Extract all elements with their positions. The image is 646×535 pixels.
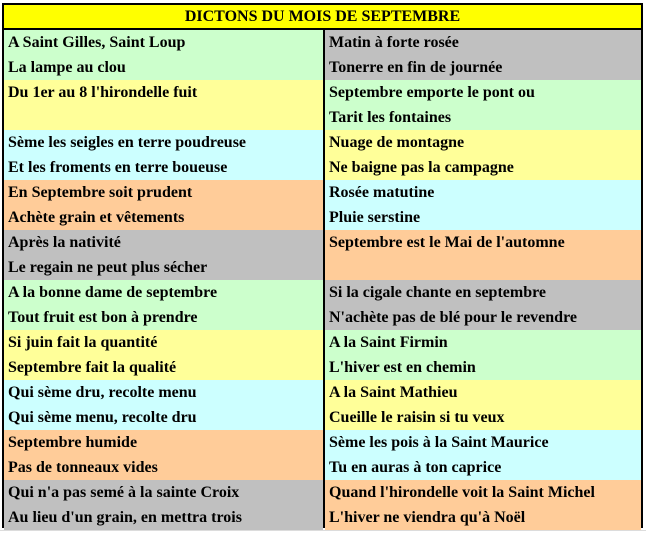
right-proverb-cell[interactable]	[325, 30, 641, 80]
proverb-line	[8, 105, 323, 130]
proverb-line: Septembre est le Mai de l'automne	[329, 234, 565, 251]
proverb-line: L'hiver est en chemin	[329, 359, 476, 376]
proverb-line: Tonerre en fin de journée	[329, 59, 503, 76]
proverb-line: En Septembre soit prudent	[8, 184, 193, 201]
left-proverb-cell[interactable]	[4, 30, 323, 80]
left-proverb-cell[interactable]	[4, 330, 323, 380]
right-proverb-cell[interactable]	[325, 380, 641, 430]
proverb-line: Sème les seigles en terre poudreuse	[8, 134, 247, 151]
spreadsheet-table	[2, 3, 643, 528]
proverb-line: La lampe au clou	[8, 59, 126, 76]
table-title[interactable]: DICTONS DU MOIS DE SEPTEMBRE	[4, 5, 641, 30]
left-proverb-cell[interactable]	[4, 430, 323, 480]
column-divider	[323, 30, 325, 526]
proverb-line: Tu en auras à ton caprice	[329, 459, 502, 476]
left-proverb-cell[interactable]	[4, 130, 323, 180]
proverb-line: Nuage de montagne	[329, 134, 465, 151]
proverb-line	[329, 255, 641, 280]
proverb-line: Et les froments en terre boueuse	[8, 159, 228, 176]
proverb-line: Le regain ne peut plus sécher	[8, 259, 208, 276]
right-proverb-cell[interactable]	[325, 280, 641, 330]
right-proverb-cell[interactable]	[325, 330, 641, 380]
left-proverb-cell[interactable]	[4, 80, 323, 130]
proverb-line: Pluie serstine	[329, 209, 421, 226]
proverb-line: Pas de tonneaux vides	[8, 459, 158, 476]
left-proverb-cell[interactable]	[4, 230, 323, 280]
right-proverb-cell[interactable]	[325, 480, 641, 530]
proverb-line: Au lieu d'un grain, en mettra trois	[8, 509, 242, 526]
proverb-line: Cueille le raisin si tu veux	[329, 409, 505, 426]
proverb-line: Septembre humide	[8, 434, 138, 451]
right-proverb-cell[interactable]	[325, 180, 641, 230]
proverb-line: Rosée matutine	[329, 184, 435, 201]
proverb-line: Tout fruit est bon à prendre	[8, 309, 198, 326]
proverb-line: Quand l'hirondelle voit la Saint Michel	[329, 484, 595, 501]
proverb-line: Qui n'a pas semé à la sainte Croix	[8, 484, 240, 501]
proverb-line: N'achète pas de blé pour le revendre	[329, 309, 577, 326]
right-proverb-cell[interactable]	[325, 130, 641, 180]
proverb-line: Achète grain et vêtements	[8, 209, 185, 226]
left-proverb-cell[interactable]	[4, 480, 323, 530]
gridline	[0, 530, 646, 531]
proverb-line: A la bonne dame de septembre	[8, 284, 218, 301]
proverb-line: A la Saint Mathieu	[329, 384, 458, 401]
proverb-line: Tarit les fontaines	[329, 109, 452, 126]
proverb-line: Qui sème dru, recolte menu	[8, 384, 197, 401]
left-proverb-cell[interactable]	[4, 180, 323, 230]
proverb-line: Qui sème menu, recolte dru	[8, 409, 197, 426]
proverb-line: Matin à forte rosée	[329, 34, 459, 51]
proverb-line: A la Saint Firmin	[329, 334, 448, 351]
proverb-line: Du 1er au 8 l'hirondelle fuit	[8, 84, 198, 101]
proverb-line: Si la cigale chante en septembre	[329, 284, 547, 301]
right-proverb-cell[interactable]	[325, 430, 641, 480]
proverb-line: A Saint Gilles, Saint Loup	[8, 34, 186, 51]
proverb-line: L'hiver ne viendra qu'à Noël	[329, 509, 526, 526]
proverb-line: Si juin fait la quantité	[8, 334, 158, 351]
right-proverb-cell[interactable]	[325, 230, 641, 280]
proverb-line: Après la nativité	[8, 234, 121, 251]
proverb-line: Ne baigne pas la campagne	[329, 159, 514, 176]
left-proverb-cell[interactable]	[4, 280, 323, 330]
proverb-line: Septembre fait la qualité	[8, 359, 177, 376]
left-proverb-cell[interactable]	[4, 380, 323, 430]
right-proverb-cell[interactable]	[325, 80, 641, 130]
proverb-line: Septembre emporte le pont ou	[329, 84, 535, 101]
proverb-line: Sème les pois à la Saint Maurice	[329, 434, 549, 451]
